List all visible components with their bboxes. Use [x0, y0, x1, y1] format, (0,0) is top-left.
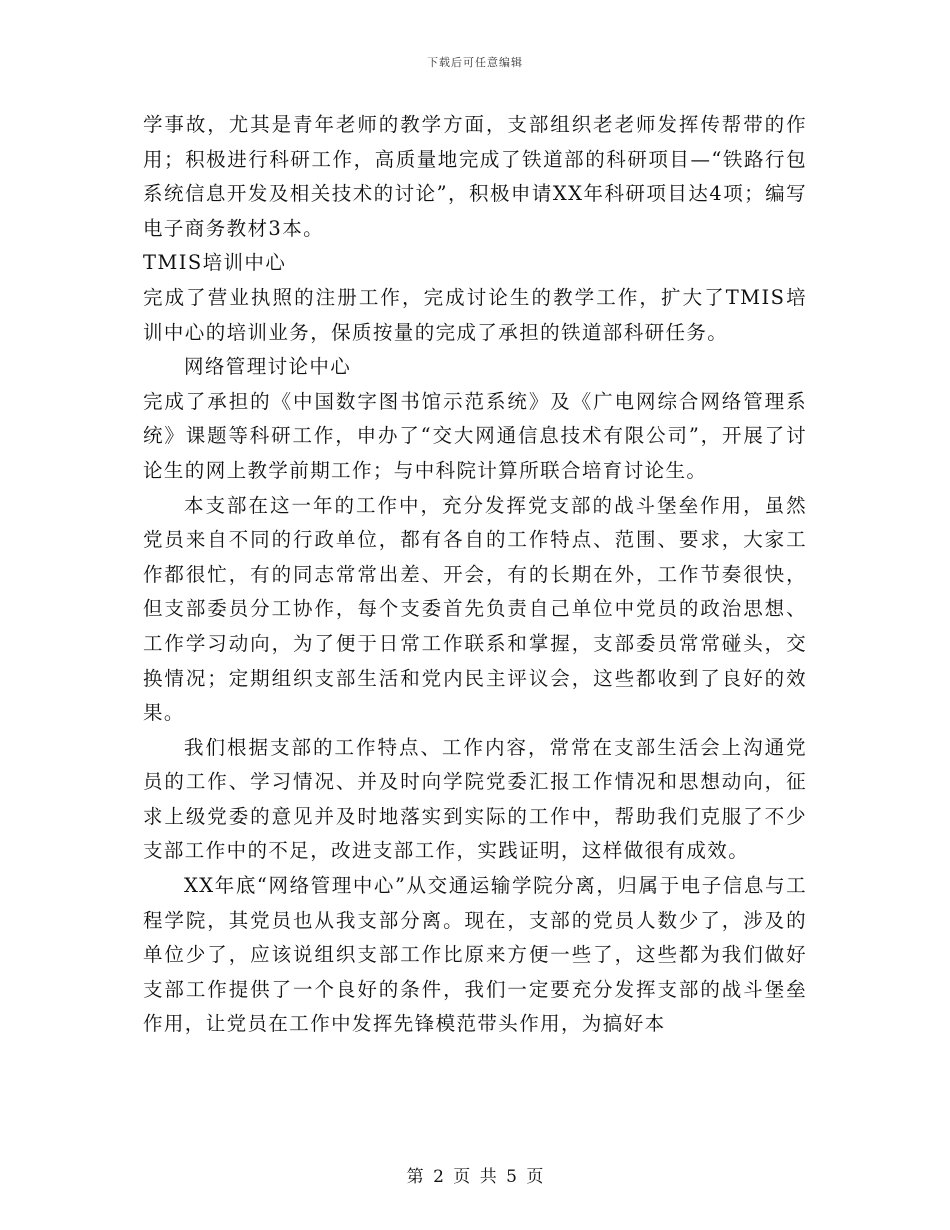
paragraph-communication: 我们根据支部的工作特点、工作内容，常常在支部生活会上沟通党员的工作、学习情况、并及时向学院党委汇报工作情况和思想动向，征求上级党委的意见并及时地落实到实际的工作中，帮助我们克服了不少支部工作中的不足，改进支部工作，实践证明，这样做很有成效。 [143, 735, 807, 863]
document-body [143, 108, 807, 1042]
section-heading-network: 网络管理讨论中心 [184, 355, 352, 379]
page-header: 下载后可任意编辑 [427, 56, 523, 69]
page-number: 第 2 页 共 5 页 [406, 1167, 544, 1187]
paragraph-branch-work: 本支部在这一年的工作中，充分发挥党支部的战斗堡垒作用，虽然党员来自不同的行政单位，都有各自的工作特点、范围、要求，大家工作都很忙，有的同志常常出差、开会，有的长期在外，工作节奏很快，但支部委员分工协作，每个支委首先负责自己单位中党员的政治思想、工作学习动向，为了便于日常工作联系和掌握，支部委员常常碰头，交换情况；定期组织支部生活和党内民主评议会，这些都收到了良好的效果。 [143, 493, 807, 725]
paragraph-research-work: 学事故，尤其是青年老师的教学方面，支部组织老老师发挥传帮带的作用；积极进行科研工作，高质量地完成了铁道部的科研项目—“铁路行包系统信息开发及相关技术的讨论”，积极申请XX年科研项目达4项；编写电子商务教材3本。 [143, 113, 807, 240]
paragraph-reorganization: XX年底“网络管理中心”从交通运输学院分离，归属于电子信息与工程学院，其党员也从我支部分离。现在，支部的党员人数少了，涉及的单位少了，应该说组织支部工作比原来方便一些了，这些都为我们做好支部工作提供了一个良好的条件，我们一定要充分发挥支部的战斗堡垒作用，让党员在工作中发挥先锋模范带头作用，为搞好本 [143, 874, 807, 1036]
paragraph-network: 完成了承担的《中国数字图书馆示范系统》及《广电网综合网络管理系统》课题等科研工作，申办了“交大网通信息技术有限公司”，开展了讨论生的网上教学前期工作；与中科院计算所联合培育讨论生。 [143, 389, 807, 482]
section-heading-tmis: TMIS培训中心 [143, 251, 287, 275]
paragraph-tmis: 完成了营业执照的注册工作，完成讨论生的教学工作，扩大了TMIS培训中心的培训业务，保质按量的完成了承担的铁道部科研任务。 [143, 285, 807, 344]
